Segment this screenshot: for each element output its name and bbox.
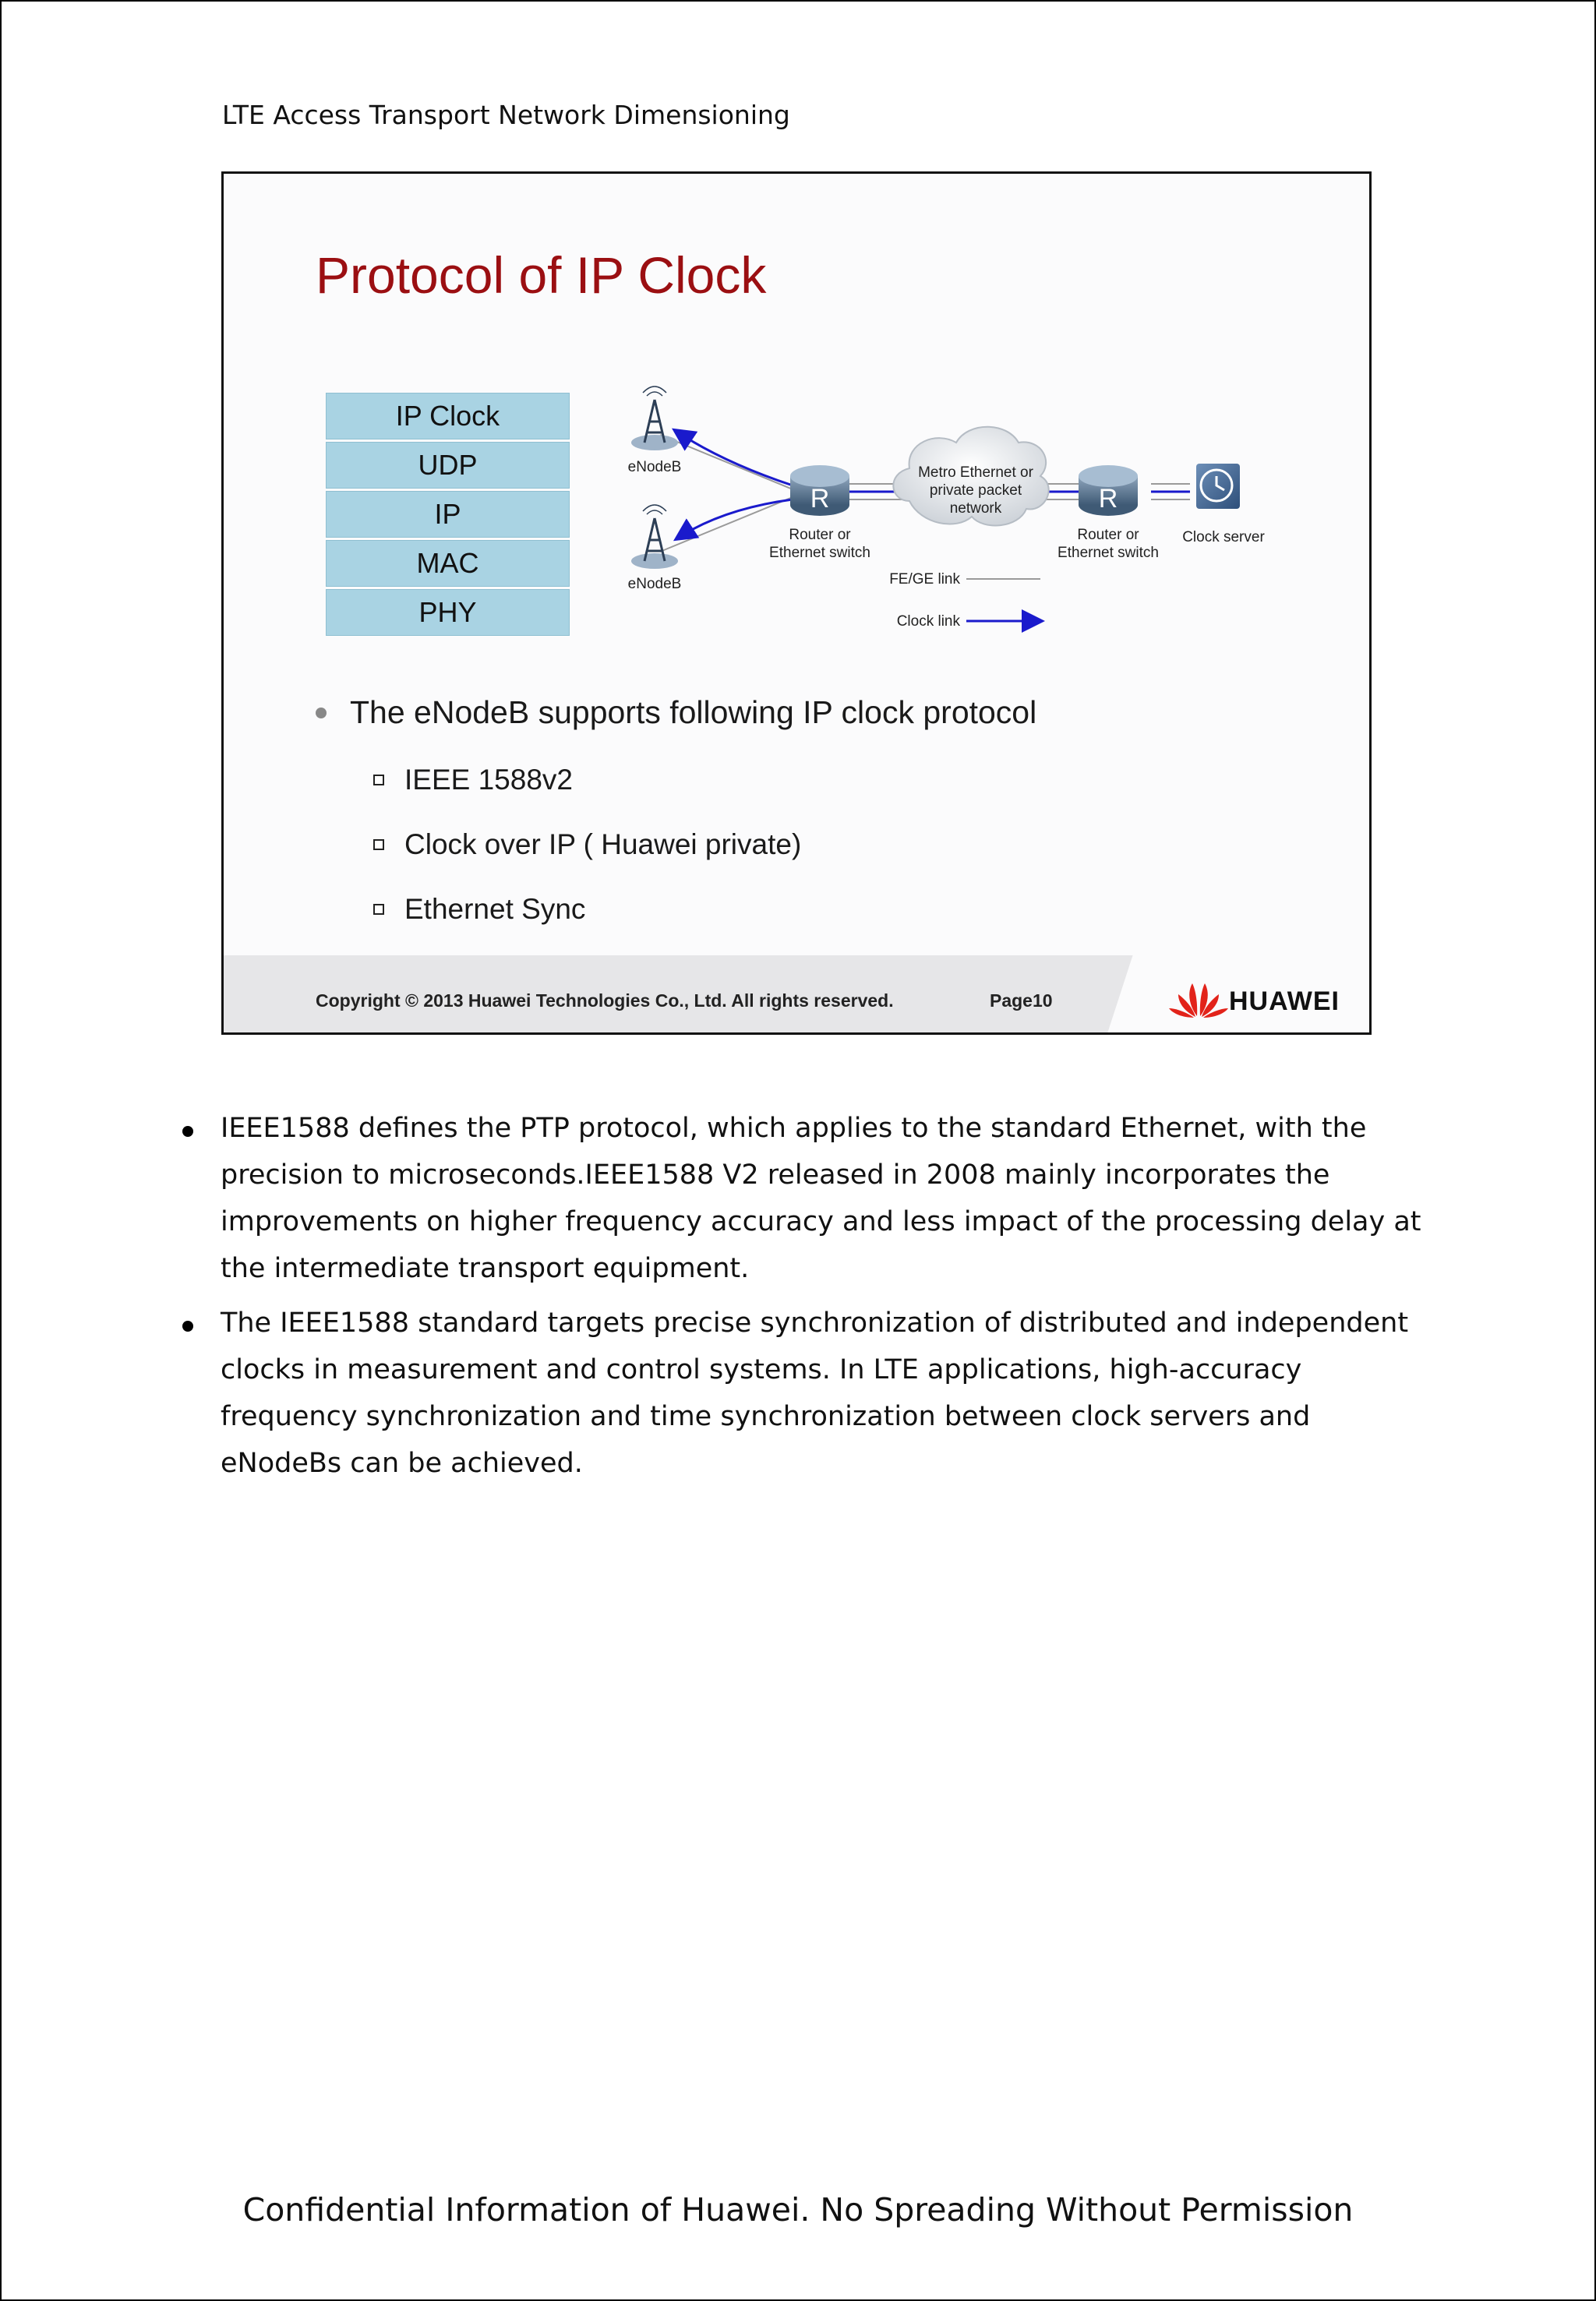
sub-bullet-marker: [373, 904, 384, 915]
sub-bullet-text: Clock over IP ( Huawei private): [404, 828, 802, 860]
router-label: Router or Ethernet switch: [1058, 527, 1159, 561]
body-bullet: [179, 1300, 1426, 1487]
enodeb-label: eNodeB: [627, 459, 682, 475]
slide-bullets: [316, 694, 1036, 958]
confidential-footer: Confidential Information of Huawei. No Spreading Without Permission: [242, 2191, 1354, 2229]
enodeb-tower-icon: [631, 386, 678, 450]
router-icon: [1079, 465, 1138, 516]
body-bullet: [179, 1105, 1426, 1292]
stack-layer: UDP: [326, 442, 570, 489]
stack-layer: IP: [326, 491, 570, 538]
stack-layer: IP Clock: [326, 393, 570, 439]
huawei-wordmark: HUAWEI: [1229, 986, 1340, 1016]
main-bullet: [316, 694, 1036, 731]
copyright-text: Copyright © 2013 Huawei Technologies Co., Ltd. All rights reserved.: [316, 990, 894, 1011]
sub-bullet: [373, 893, 1036, 926]
sub-bullet-text: IEEE 1588v2: [404, 764, 573, 796]
body-paragraph: The IEEE1588 standard targets precise synchronization of distributed and independent clocks in measurement and control systems. In LTE applications, high-accuracy frequency synchronization and time synchronization between clock servers and eNodeBs can be achieved.: [221, 1308, 1409, 1479]
slide: [221, 171, 1372, 1035]
bullet-dot: [182, 1126, 193, 1137]
bullet-dot: [182, 1321, 193, 1332]
legend-fe-label: FE/GE link: [889, 571, 960, 588]
bullet-dot: [316, 708, 327, 718]
stack-layer: MAC: [326, 540, 570, 587]
sub-bullet-list: [373, 764, 1036, 926]
page-number: Page10: [990, 990, 1053, 1011]
sub-bullet-marker: [373, 839, 384, 850]
body-paragraph: IEEE1588 defines the PTP protocol, which applies to the standard Ethernet, with the precision to microseconds.IEEE1588 V2 released in 2008 mainly incorporates the improvements on higher frequency accuracy and less impact of the processing delay at the intermediate transport equipment.: [221, 1113, 1421, 1284]
enodeb-tower-icon: [631, 505, 678, 569]
clock-server-icon: [1196, 464, 1240, 509]
clock-server-label: Clock server: [1182, 529, 1265, 545]
svg-text:R: R: [810, 484, 830, 513]
document-header: LTE Access Transport Network Dimensioning: [222, 100, 790, 130]
enodeb-label: eNodeB: [627, 576, 682, 592]
slide-title: Protocol of IP Clock: [316, 246, 767, 304]
sub-bullet-text: Ethernet Sync: [404, 893, 586, 925]
sub-bullet-marker: [373, 775, 384, 785]
body-bullet-list: [179, 1105, 1426, 1495]
cloud-label: Metro Ethernet or private packet network: [918, 464, 1033, 517]
legend-clock-label: Clock link: [896, 613, 960, 630]
router-icon: [790, 465, 849, 516]
stack-layer: PHY: [326, 589, 570, 636]
svg-text:R: R: [1098, 484, 1118, 513]
router-label: Router or Ethernet switch: [769, 527, 870, 561]
slide-footer: [224, 955, 1372, 1035]
huawei-logo-icon: [1167, 977, 1230, 1019]
sub-bullet: [373, 764, 1036, 796]
sub-bullet: [373, 828, 1036, 861]
main-bullet-text: The eNodeB supports following IP clock protocol: [350, 694, 1037, 730]
